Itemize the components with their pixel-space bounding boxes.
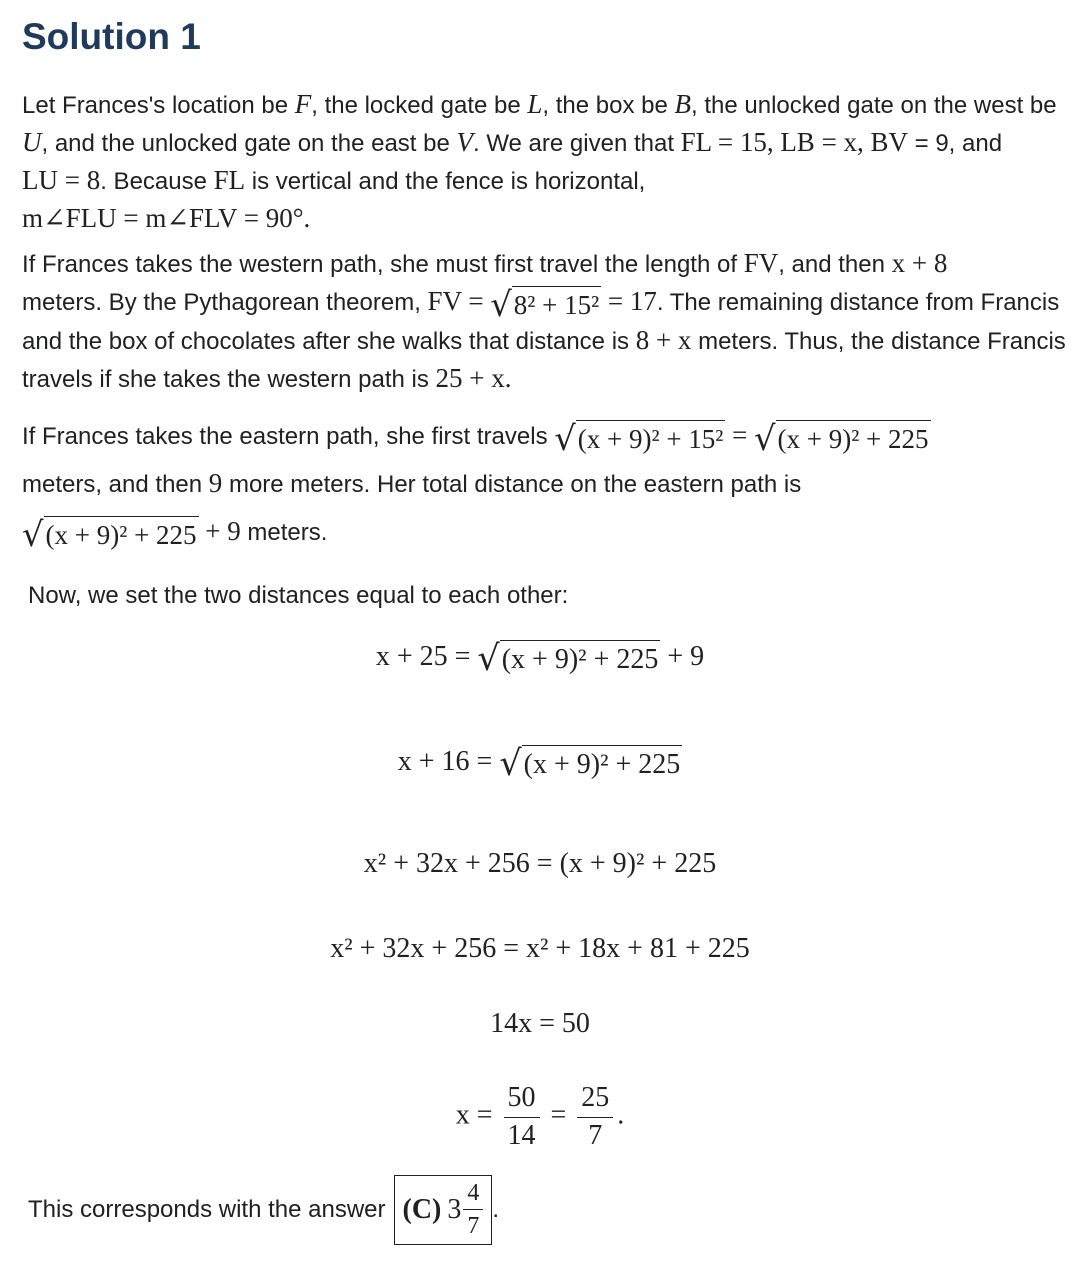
- sqrt-x9-225: √ (x + 9)² + 225: [753, 418, 929, 458]
- sqrt-x9-15: √ (x + 9)² + 15²: [554, 418, 724, 458]
- math-fl: FL: [213, 165, 246, 195]
- answer-text: This corresponds with the answer: [28, 1195, 386, 1223]
- math-B: B: [674, 89, 692, 119]
- sqrt-e2: √ (x + 9)² + 225: [499, 744, 681, 784]
- sqrt-8-15: √ 8² + 15²: [490, 284, 600, 324]
- sqrt-e1: √ (x + 9)² + 225: [477, 639, 659, 679]
- answer-label: (C): [402, 1193, 442, 1225]
- math-lu-8: LU = 8: [22, 165, 101, 195]
- page-title: Solution 1: [22, 16, 201, 57]
- equation-3: x² + 32x + 256 = (x + 9)² + 225: [363, 848, 717, 879]
- answer-box: [394, 1175, 493, 1245]
- paragraph-western-path: If Frances takes the western path, she must first travel the length of FV, and then x + 8 meters. By the Pythagorean theorem, FV = √ 8² + 15² = 17. The remaining distance from Francis and the box of chocolates after she walks that distance is 8 + x meters. Thus, the distance Francis travels if she takes the western path is 25 + x.: [22, 248, 1066, 393]
- math-8-plus-x: 8 + x: [635, 324, 692, 355]
- math-fl-15: FL = 15,: [680, 127, 774, 157]
- math-nine: 9: [208, 468, 223, 498]
- equation-5: 14x = 50: [490, 1008, 590, 1039]
- math-25-plus-x: 25 + x.: [435, 362, 512, 393]
- equation-6: x = $\frac{50}{14}$ = $\frac{25}{7}$ .: [455, 1082, 625, 1151]
- math-eq-17: = 17: [607, 286, 657, 316]
- paragraph-set-equal: Now, we set the two distances equal to each other:: [28, 582, 569, 609]
- equation-1: x + 25 = √ (x + 9)² + 225 + 9: [375, 639, 705, 679]
- sqrt-x9-225-total: √ (x + 9)² + 225: [22, 514, 197, 554]
- math-V: V: [456, 127, 473, 157]
- math-angles: m∠FLU = m∠FLV = 90°.: [22, 203, 311, 233]
- math-L: L: [527, 89, 543, 119]
- math-x-plus-8: x + 8: [891, 248, 948, 278]
- paragraph-eastern-path: If Frances takes the eastern path, she first travels √ (x + 9)² + 15² = √ (x + 9)² + 225 meters, and then 9 more meters. Her total distance on the eastern path is √ (x + 9)² + 225 + 9 meters.: [22, 418, 929, 554]
- math-U: U: [22, 127, 42, 157]
- math-fv: FV: [743, 248, 779, 278]
- math-F: F: [294, 89, 312, 119]
- math-lb-x: LB = x,: [780, 127, 864, 157]
- paragraph-definitions: Let Frances's location be F, the locked gate be L, the box be B, the unlocked gate on the west be U, and the unlocked gate on the east be V. We are given that FL = 15, LB = x, BV = 9, and LU = 8. Because FL is vertical and the fence is horizontal, m∠FLU = m∠FLV = 90°.: [22, 89, 1057, 233]
- answer-whole: 3: [447, 1193, 462, 1225]
- fraction-50-14: $\frac{50}{14}$: [504, 1083, 540, 1152]
- answer-fraction: $\frac{4}{7}$: [463, 1180, 483, 1240]
- math-fv-eq: FV =: [427, 286, 484, 316]
- math-bv: BV: [870, 127, 908, 157]
- fraction-25-7: $\frac{25}{7}$: [577, 1083, 613, 1152]
- equation-2: x + 16 = √ (x + 9)² + 225: [397, 744, 681, 784]
- equation-4: x² + 32x + 256 = x² + 18x + 81 + 225: [330, 933, 750, 964]
- answer-line: This corresponds with the answer (C) 3 $\frac{4}{7}$ .: [28, 1175, 499, 1245]
